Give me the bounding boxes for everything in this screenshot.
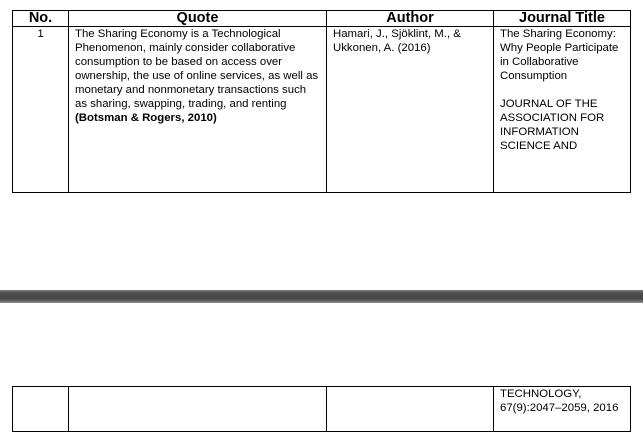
table-row (13, 27, 631, 193)
article-title: The Sharing Economy: Why People Participate in Collaborative Consumption (500, 28, 619, 82)
row-number-continued (13, 387, 69, 432)
journal-name-part2: TECHNOLOGY, 67(9):2047–2059, 2016 (494, 387, 631, 432)
quote-text: The Sharing Economy is a Technological Phenomenon, mainly consider collaborative consumption to be based on access over ownership, the use of online services, as well as monetary and nonmonetary transactions such as sharing, swapping, trading, and renting (75, 28, 319, 110)
header-quote: Quote (69, 11, 327, 27)
quote-cell-continued (69, 387, 327, 432)
literature-table (12, 10, 631, 193)
header-author: Author (327, 11, 494, 27)
row-number: 1 (13, 27, 69, 193)
quote-cell (69, 27, 327, 193)
page-break-divider (0, 290, 643, 303)
literature-table-continued (12, 386, 631, 432)
author-cell: Hamari, J., Sjöklint, M., & Ukkonen, A. (2016) (327, 27, 494, 193)
journal-cell (494, 27, 631, 193)
header-no: No. (13, 11, 69, 27)
header-journal-title: Journal Title (494, 11, 631, 27)
table-row-continued (13, 387, 631, 432)
journal-name-part1: JOURNAL OF THE ASSOCIATION FOR INFORMATION SCIENCE AND (500, 98, 605, 152)
table-header-row (13, 11, 631, 27)
quote-citation: (Botsman & Rogers, 2010) (75, 112, 217, 124)
author-cell-continued (327, 387, 494, 432)
